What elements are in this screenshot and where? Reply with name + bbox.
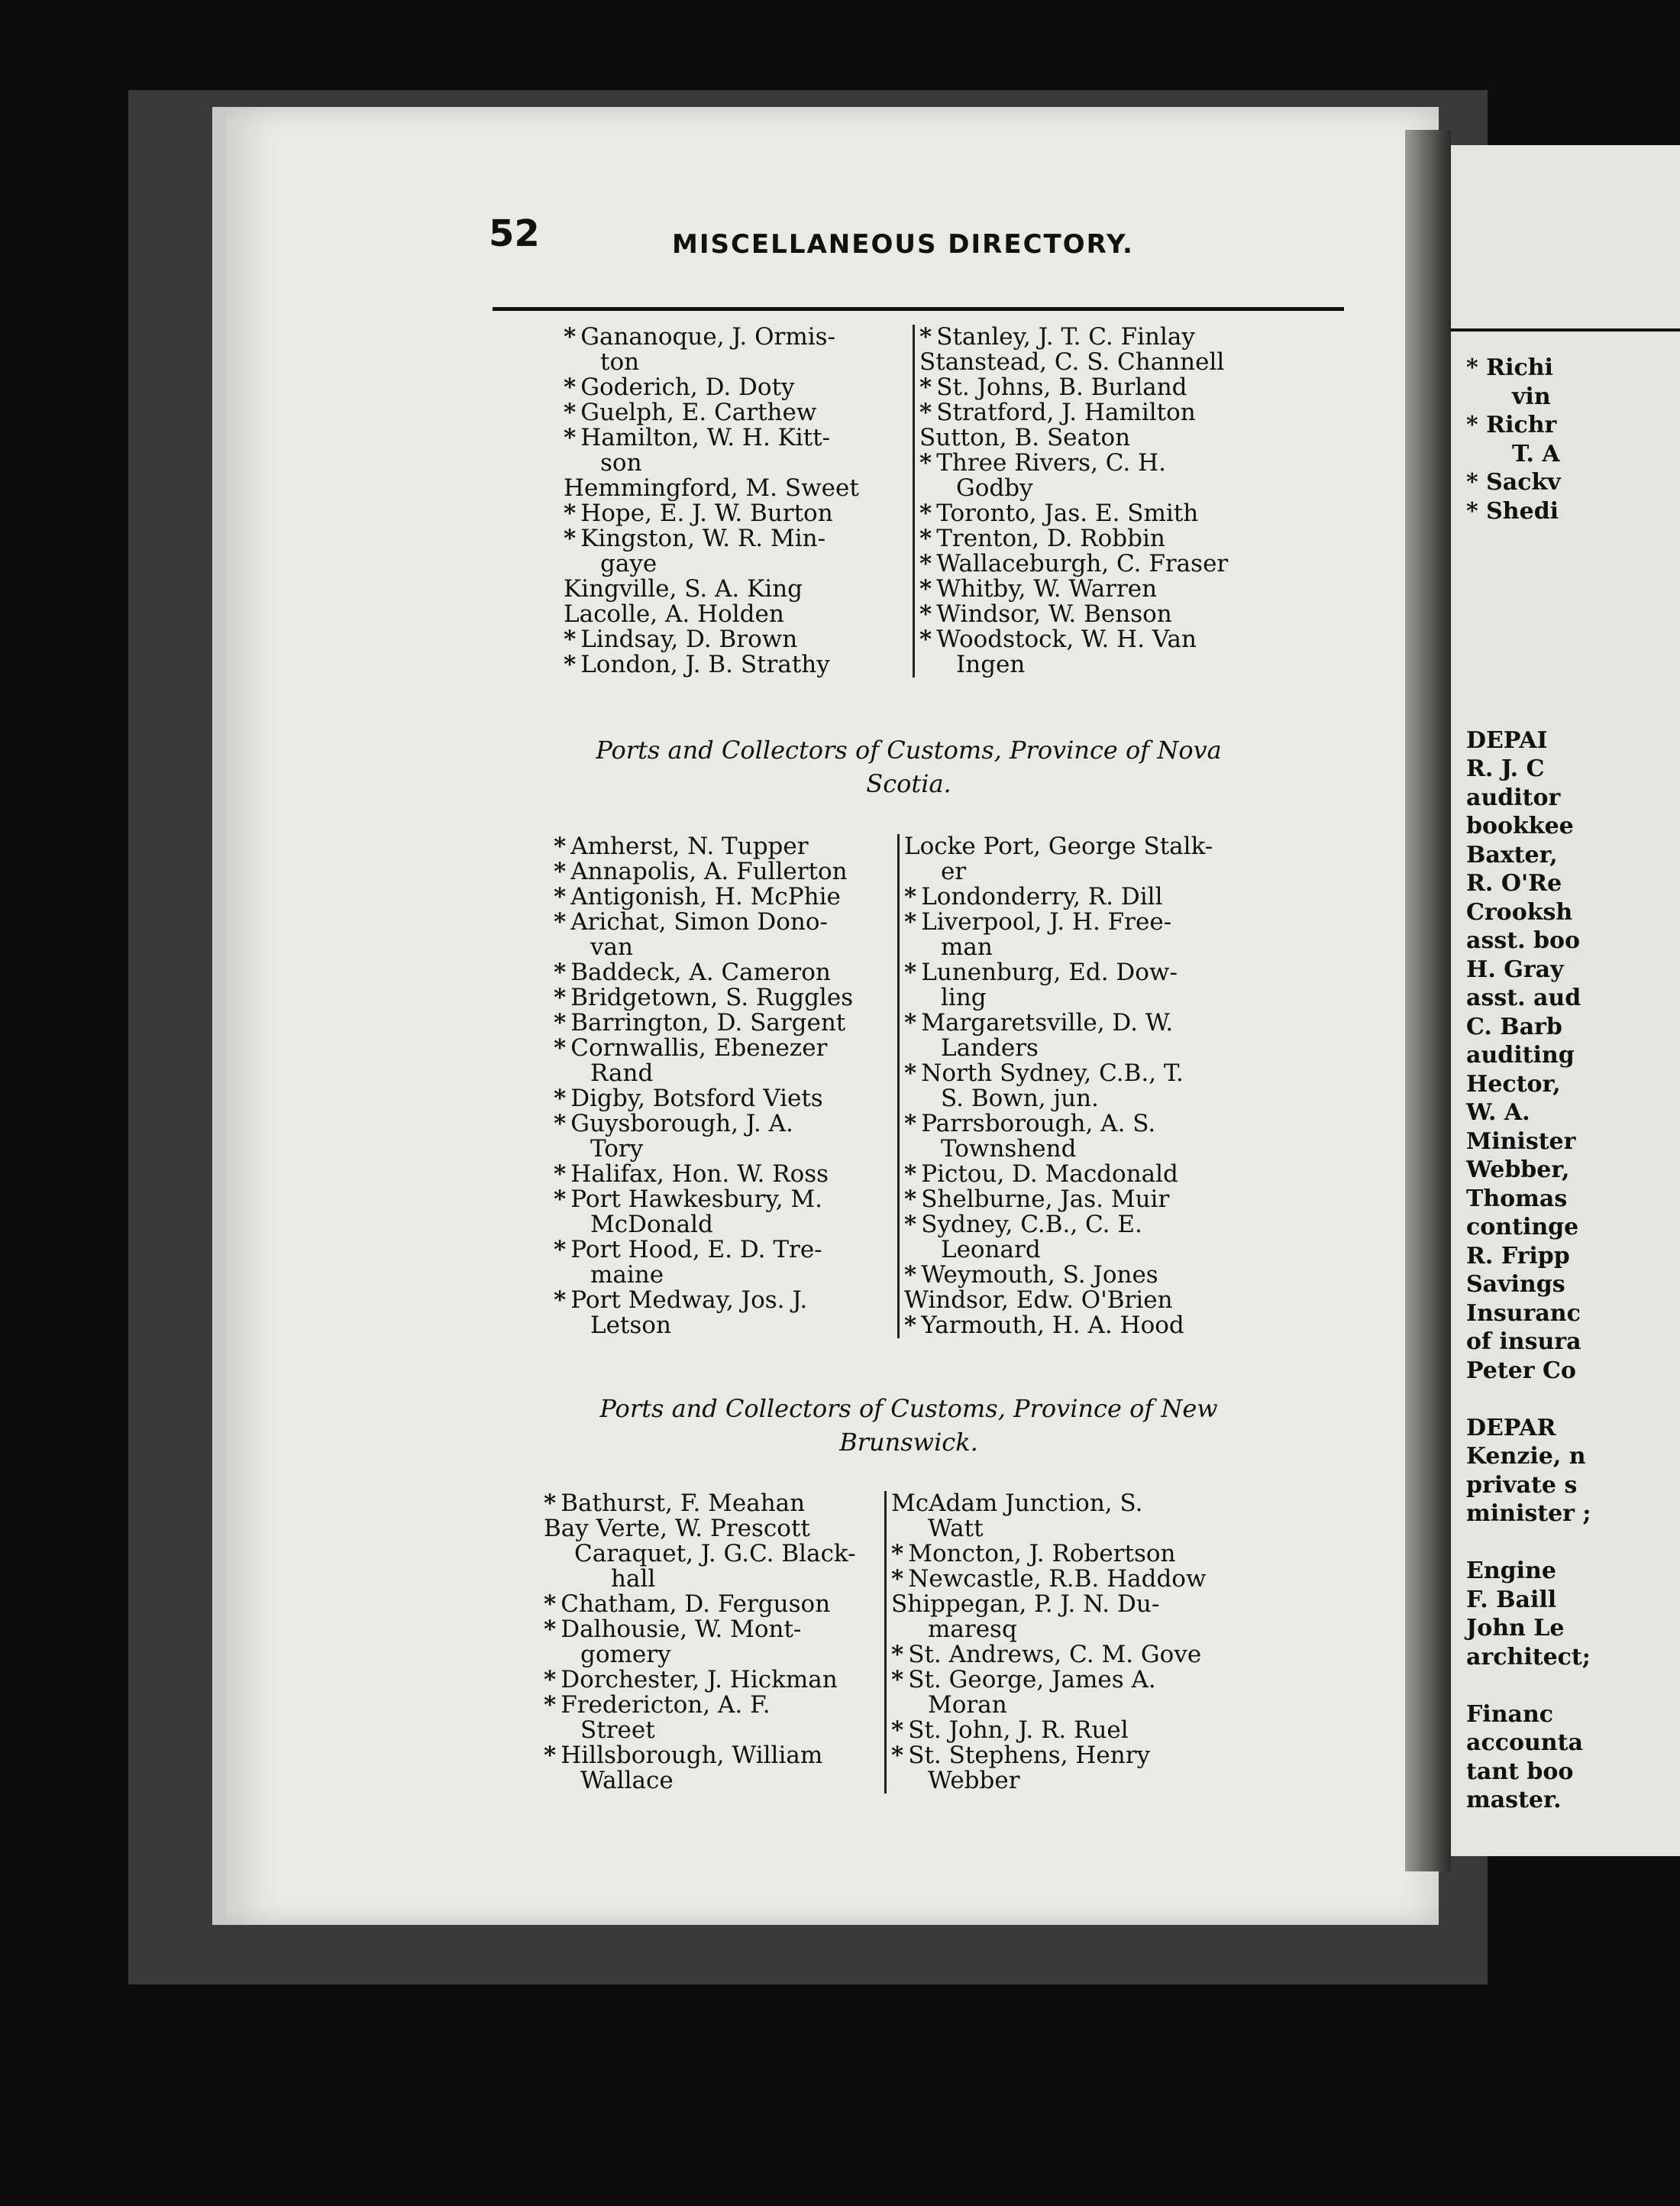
asterisk-mark: *: [891, 1666, 904, 1693]
entry-text: Hope, E. J. W. Burton: [580, 500, 833, 527]
facing-page-line: R. O'Re: [1466, 870, 1562, 897]
entry-text: St. John, J. R. Ruel: [908, 1716, 1129, 1744]
facing-page-line: Engine: [1466, 1557, 1556, 1584]
ontario-left-column: [564, 325, 907, 678]
asterisk-mark: *: [904, 1261, 917, 1289]
entry-continuation: Watt: [928, 1515, 984, 1542]
directory-entry: [919, 526, 1267, 552]
running-head-title: MISCELLANEOUS DIRECTORY.: [672, 229, 1134, 260]
entry-continuation: Rand: [590, 1059, 654, 1087]
entry-text: Hemmingford, M. Sweet: [564, 474, 859, 502]
facing-page-line: DEPAR: [1466, 1414, 1556, 1441]
asterisk-mark: *: [554, 1034, 567, 1062]
entry-text: Dorchester, J. Hickman: [561, 1666, 838, 1693]
entry-continuation: Landers: [941, 1034, 1039, 1062]
facing-page-line: * Richi: [1466, 354, 1553, 381]
entry-text: Barrington, D. Sargent: [570, 1009, 846, 1037]
entry-text: Hillsborough, William: [561, 1742, 823, 1769]
directory-entry: [919, 577, 1267, 602]
directory-entry: [544, 1516, 887, 1541]
entry-text: Caraquet, J. G.C. Black-: [574, 1540, 856, 1567]
entry-text: St. George, James A.: [908, 1666, 1156, 1693]
facing-page-line: of insura: [1466, 1328, 1581, 1355]
entry-text: Stanstead, C. S. Channell: [919, 348, 1225, 376]
entry-text: Shippegan, P. J. N. Du-: [891, 1590, 1160, 1618]
directory-entry: [904, 1187, 1263, 1212]
directory-entry: [544, 1491, 887, 1516]
entry-text: Trenton, D. Robbin: [936, 525, 1165, 552]
directory-entry: [891, 1567, 1250, 1592]
directory-entry: [904, 1061, 1263, 1111]
entry-text: Locke Port, George Stalk-: [904, 833, 1213, 860]
directory-entry: [891, 1642, 1250, 1667]
directory-entry: [564, 627, 907, 652]
facing-page-line: Baxter,: [1466, 841, 1558, 868]
facing-page-line: Minister: [1466, 1127, 1576, 1155]
entry-text: St. Johns, B. Burland: [936, 374, 1187, 401]
facing-page-line: Insuranc: [1466, 1299, 1581, 1327]
asterisk-mark: *: [564, 424, 577, 451]
entry-continuation: Letson: [590, 1312, 671, 1339]
asterisk-mark: *: [564, 374, 577, 401]
facing-page-fragment: [1451, 145, 1680, 1856]
facing-page-line: Peter Co: [1466, 1357, 1576, 1384]
entry-text: Newcastle, R.B. Haddow: [908, 1565, 1207, 1593]
entry-text: Bridgetown, S. Ruggles: [570, 984, 854, 1011]
asterisk-mark: *: [564, 651, 577, 678]
entry-text: Annapolis, A. Fullerton: [570, 858, 848, 885]
entry-text: Guelph, E. Carthew: [580, 399, 817, 426]
asterisk-mark: *: [544, 1691, 557, 1719]
facing-page-line: * Sackv: [1466, 469, 1561, 496]
entry-text: Woodstock, W. H. Van: [936, 626, 1197, 653]
asterisk-mark: *: [564, 525, 577, 552]
facing-page-line: John Le: [1466, 1615, 1565, 1642]
new-brunswick-heading: Ports and Collectors of Customs, Province of New Brunswick.: [599, 1394, 1218, 1457]
entry-text: Liverpool, J. H. Free-: [921, 908, 1172, 936]
asterisk-mark: *: [919, 550, 932, 577]
directory-entry: [564, 476, 907, 501]
asterisk-mark: *: [544, 1590, 557, 1618]
entry-continuation: ton: [600, 348, 640, 376]
entry-text: Halifax, Hon. W. Ross: [570, 1160, 829, 1188]
ontario-right-column: [913, 325, 1267, 678]
directory-entry: [919, 375, 1267, 400]
entry-text: St. Stephens, Henry: [908, 1742, 1151, 1769]
directory-entry: [904, 1288, 1263, 1313]
facing-page-line: master.: [1466, 1787, 1562, 1813]
directory-entry: [544, 1541, 887, 1592]
entry-continuation: ling: [941, 984, 987, 1011]
entry-continuation: McDonald: [590, 1211, 713, 1238]
facing-page-line: Savings: [1466, 1271, 1565, 1298]
directory-entry: [564, 577, 907, 602]
asterisk-mark: *: [904, 1009, 917, 1037]
entry-continuation: S. Bown, jun.: [941, 1085, 1099, 1112]
new-brunswick-right-column: [884, 1491, 1250, 1794]
entry-continuation: maine: [590, 1261, 664, 1289]
directory-entry: [564, 325, 907, 375]
entry-continuation: gaye: [600, 550, 657, 577]
asterisk-mark: *: [904, 908, 917, 936]
directory-entry: [554, 960, 897, 985]
asterisk-mark: *: [919, 323, 932, 351]
entry-text: Sutton, B. Seaton: [919, 424, 1131, 451]
nova-scotia-right-column: [897, 834, 1263, 1338]
directory-entry: [919, 425, 1267, 451]
facing-page-line: Hector,: [1466, 1070, 1561, 1098]
entry-text: Fredericton, A. F.: [561, 1691, 771, 1719]
entry-text: Whitby, W. Warren: [936, 575, 1158, 603]
asterisk-mark: *: [919, 449, 932, 477]
entry-text: Wallaceburgh, C. Fraser: [936, 550, 1229, 577]
entry-text: Guysborough, J. A.: [570, 1110, 793, 1137]
facing-page-line: asst. aud: [1466, 985, 1581, 1011]
asterisk-mark: *: [919, 399, 932, 426]
asterisk-mark: *: [891, 1565, 904, 1593]
directory-entry: [919, 350, 1267, 375]
entry-text: Windsor, W. Benson: [936, 600, 1172, 628]
directory-entry: [554, 834, 897, 859]
facing-page-line: Thomas: [1466, 1185, 1568, 1212]
entry-text: Windsor, Edw. O'Brien: [904, 1286, 1173, 1314]
directory-entry: [904, 1011, 1263, 1061]
entry-text: Stanley, J. T. C. Finlay: [936, 323, 1195, 351]
entry-text: Shelburne, Jas. Muir: [921, 1185, 1170, 1213]
asterisk-mark: *: [554, 1085, 567, 1112]
asterisk-mark: *: [554, 1286, 567, 1314]
facing-page-line: T. A: [1512, 440, 1560, 467]
directory-entry: [919, 325, 1267, 350]
page-gutter: [1405, 130, 1451, 1871]
asterisk-mark: *: [891, 1641, 904, 1668]
directory-entry: [904, 1162, 1263, 1187]
page-header: [489, 206, 1344, 267]
facing-page-line: private s: [1466, 1471, 1578, 1499]
new-brunswick-left-column: [544, 1491, 887, 1794]
entry-continuation: Townshend: [941, 1135, 1077, 1163]
entry-continuation: hall: [611, 1565, 656, 1593]
directory-entry: [544, 1693, 887, 1743]
entry-text: Bay Verte, W. Prescott: [544, 1515, 810, 1542]
entry-text: Londonderry, R. Dill: [921, 883, 1163, 911]
facing-page-line: minister ;: [1466, 1500, 1591, 1527]
asterisk-mark: *: [554, 1160, 567, 1188]
facing-page-line: R. Fripp: [1466, 1242, 1570, 1270]
directory-entry: [554, 1187, 897, 1237]
directory-entry: [554, 859, 897, 885]
directory-entry: [891, 1541, 1250, 1567]
facing-page-line: auditor: [1466, 784, 1561, 811]
entry-text: Parrsborough, A. S.: [921, 1110, 1156, 1137]
entry-continuation: Wallace: [580, 1767, 674, 1794]
entry-text: Arichat, Simon Dono-: [570, 908, 828, 936]
directory-entry: [904, 834, 1263, 885]
asterisk-mark: *: [554, 1009, 567, 1037]
entry-text: Lindsay, D. Brown: [580, 626, 798, 653]
page-number: 52: [489, 212, 540, 255]
entry-continuation: man: [941, 933, 993, 961]
directory-entry: [891, 1667, 1250, 1718]
facing-page-line: auditing: [1466, 1042, 1575, 1069]
entry-text: Dalhousie, W. Mont-: [561, 1616, 802, 1643]
asterisk-mark: *: [564, 626, 577, 653]
entry-text: Digby, Botsford Viets: [570, 1085, 823, 1112]
asterisk-mark: *: [891, 1540, 904, 1567]
asterisk-mark: *: [554, 984, 567, 1011]
directory-entry: [919, 400, 1267, 425]
facing-page-line: DEPAI: [1466, 726, 1548, 754]
entry-text: London, J. B. Strathy: [580, 651, 830, 678]
facing-page-line: Financ: [1466, 1700, 1554, 1728]
directory-entry: [904, 910, 1263, 960]
asterisk-mark: *: [554, 1236, 567, 1263]
header-rule: [493, 307, 1344, 311]
directory-entry: [554, 1288, 897, 1338]
entry-text: Three Rivers, C. H.: [936, 449, 1166, 477]
nova-scotia-heading: Ports and Collectors of Customs, Province of Nova Scotia.: [596, 736, 1222, 798]
facing-page-line: C. Barb: [1466, 1013, 1562, 1040]
entry-text: Port Hood, E. D. Tre-: [570, 1236, 822, 1263]
entry-text: Weymouth, S. Jones: [921, 1261, 1158, 1289]
asterisk-mark: *: [544, 1616, 557, 1643]
asterisk-mark: *: [904, 959, 917, 986]
asterisk-mark: *: [904, 1160, 917, 1188]
directory-entry: [544, 1667, 887, 1693]
entry-continuation: Tory: [590, 1135, 644, 1163]
facing-page-line: Kenzie, n: [1466, 1443, 1586, 1470]
directory-entry: [904, 885, 1263, 910]
asterisk-mark: *: [891, 1716, 904, 1744]
directory-entry: [564, 375, 907, 400]
directory-entry: [564, 526, 907, 577]
asterisk-mark: *: [904, 1059, 917, 1087]
entry-text: Kingville, S. A. King: [564, 575, 803, 603]
directory-entry: [919, 501, 1267, 526]
facing-page-rule: [1451, 328, 1680, 332]
asterisk-mark: *: [904, 1110, 917, 1137]
entry-continuation: maresq: [928, 1616, 1017, 1643]
directory-entry: [891, 1592, 1250, 1642]
facing-page-line: asst. boo: [1466, 927, 1580, 954]
directory-entry: [904, 1263, 1263, 1288]
asterisk-mark: *: [891, 1742, 904, 1769]
facing-page-line: tant boo: [1466, 1758, 1574, 1785]
asterisk-mark: *: [564, 399, 577, 426]
directory-entry: [564, 400, 907, 425]
facing-page-line: R. J. C: [1466, 755, 1545, 782]
entry-text: Sydney, C.B., C. E.: [921, 1211, 1142, 1238]
directory-entry: [564, 501, 907, 526]
entry-continuation: Ingen: [956, 651, 1026, 678]
entry-text: Toronto, Jas. E. Smith: [936, 500, 1199, 527]
directory-entry: [554, 1162, 897, 1187]
asterisk-mark: *: [904, 1185, 917, 1213]
facing-page-line: accounta: [1466, 1729, 1583, 1756]
entry-text: Kingston, W. R. Min-: [580, 525, 826, 552]
facing-page-line: H. Gray: [1466, 956, 1564, 983]
directory-entry: [554, 1011, 897, 1036]
directory-entry: [919, 451, 1267, 501]
asterisk-mark: *: [544, 1742, 557, 1769]
asterisk-mark: *: [554, 1185, 567, 1213]
facing-page-line: * Richr: [1466, 412, 1557, 438]
directory-entry: [919, 602, 1267, 627]
entry-continuation: Street: [580, 1716, 655, 1744]
directory-entry: [544, 1743, 887, 1794]
entry-text: Goderich, D. Doty: [580, 374, 795, 401]
entry-text: Amherst, N. Tupper: [570, 833, 809, 860]
asterisk-mark: *: [904, 883, 917, 911]
asterisk-mark: *: [564, 323, 577, 351]
entry-text: Baddeck, A. Cameron: [570, 959, 831, 986]
asterisk-mark: *: [554, 858, 567, 885]
entry-continuation: er: [941, 858, 967, 885]
facing-page-line: vin: [1512, 383, 1551, 410]
directory-entry: [564, 652, 907, 678]
entry-text: McAdam Junction, S.: [891, 1490, 1143, 1517]
entry-text: Bathurst, F. Meahan: [561, 1490, 806, 1517]
asterisk-mark: *: [904, 1312, 917, 1339]
entry-text: Stratford, J. Hamilton: [936, 399, 1196, 426]
directory-entry: [891, 1718, 1250, 1743]
entry-text: Lacolle, A. Holden: [564, 600, 784, 628]
asterisk-mark: *: [554, 959, 567, 986]
asterisk-mark: *: [919, 525, 932, 552]
directory-entry: [564, 425, 907, 476]
facing-page-line: architect;: [1466, 1643, 1591, 1671]
entry-text: Lunenburg, Ed. Dow-: [921, 959, 1178, 986]
entry-continuation: Webber: [928, 1767, 1020, 1794]
directory-entry: [904, 1111, 1263, 1162]
facing-page-line: continge: [1466, 1214, 1579, 1240]
entry-text: Margaretsville, D. W.: [921, 1009, 1174, 1037]
directory-entry: [891, 1743, 1250, 1794]
directory-entry: [554, 1111, 897, 1162]
facing-page-line: Webber,: [1466, 1156, 1570, 1183]
directory-entry: [544, 1617, 887, 1667]
directory-entry: [904, 960, 1263, 1011]
entry-continuation: van: [590, 933, 633, 961]
facing-page-line: * Shedi: [1466, 497, 1559, 525]
directory-entry: [554, 885, 897, 910]
directory-entry: [904, 1313, 1263, 1338]
entry-text: North Sydney, C.B., T.: [921, 1059, 1184, 1087]
asterisk-mark: *: [554, 1110, 567, 1137]
facing-page-line: bookkee: [1466, 813, 1574, 839]
asterisk-mark: *: [904, 1211, 917, 1238]
asterisk-mark: *: [919, 600, 932, 628]
entry-text: Pictou, D. Macdonald: [921, 1160, 1178, 1188]
directory-entry: [891, 1491, 1250, 1541]
entry-text: Moncton, J. Robertson: [908, 1540, 1176, 1567]
directory-entry: [919, 552, 1267, 577]
nova-scotia-left-column: [554, 834, 897, 1338]
directory-entry: [564, 602, 907, 627]
entry-continuation: gomery: [580, 1641, 671, 1668]
asterisk-mark: *: [554, 833, 567, 860]
entry-continuation: Moran: [928, 1691, 1007, 1719]
facing-page-line: F. Baill: [1466, 1586, 1557, 1613]
entry-continuation: Godby: [956, 474, 1033, 502]
asterisk-mark: *: [554, 908, 567, 936]
asterisk-mark: *: [544, 1490, 557, 1517]
entry-text: Gananoque, J. Ormis-: [580, 323, 836, 351]
asterisk-mark: *: [919, 575, 932, 603]
directory-entry: [554, 1086, 897, 1111]
directory-entry: [554, 1237, 897, 1288]
directory-entry: [904, 1212, 1263, 1263]
directory-entry: [554, 910, 897, 960]
asterisk-mark: *: [554, 883, 567, 911]
entry-text: Chatham, D. Ferguson: [561, 1590, 831, 1618]
entry-continuation: son: [600, 449, 642, 477]
entry-continuation: Leonard: [941, 1236, 1041, 1263]
directory-entry: [554, 1036, 897, 1086]
asterisk-mark: *: [919, 500, 932, 527]
entry-text: St. Andrews, C. M. Gove: [908, 1641, 1202, 1668]
asterisk-mark: *: [544, 1666, 557, 1693]
directory-entry: [919, 627, 1267, 678]
asterisk-mark: *: [564, 500, 577, 527]
entry-text: Antigonish, H. McPhie: [570, 883, 841, 911]
entry-text: Port Hawkesbury, M.: [570, 1185, 823, 1213]
facing-page-line: Crooksh: [1466, 898, 1573, 926]
facing-page-line: W. A.: [1466, 1099, 1530, 1126]
entry-text: Yarmouth, H. A. Hood: [921, 1312, 1184, 1339]
entry-text: Hamilton, W. H. Kitt-: [580, 424, 831, 451]
asterisk-mark: *: [919, 626, 932, 653]
directory-entry: [544, 1592, 887, 1617]
asterisk-mark: *: [919, 374, 932, 401]
directory-entry: [554, 985, 897, 1011]
entry-text: Cornwallis, Ebenezer: [570, 1034, 828, 1062]
entry-text: Port Medway, Jos. J.: [570, 1286, 808, 1314]
